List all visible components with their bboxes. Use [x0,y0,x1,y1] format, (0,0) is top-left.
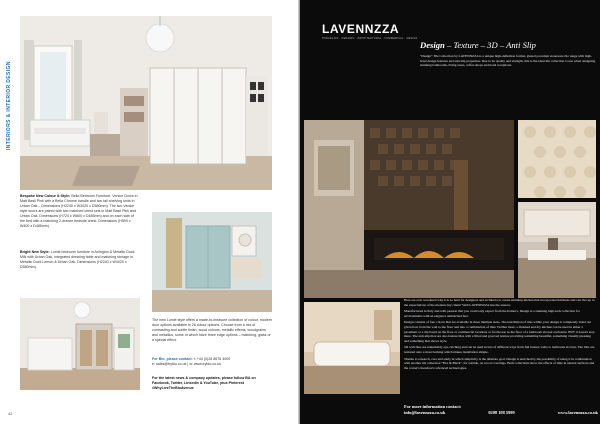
logo-wordmark: LAVENNZZA [322,22,400,36]
section-tab-label: INTERIORS & INTERIOR DESIGN [6,61,12,150]
caption-2-lead: Bright New Style: [20,250,50,254]
body-text [404,298,596,370]
headline-rest: – Texture – 3D – Anti Slip [444,40,536,50]
contact-web[interactable]: w: www.trybio.co.uk [189,362,221,366]
caption-1-lead: Bespoke New Colour & Style: [20,194,71,198]
tile-photo-main [304,120,514,298]
bedroom-photo-top [20,16,272,190]
body-paragraph-2: Manufactured in Italy and with passion that you could only expect from the Italian's, Design is a stunning high-tech collection for environments with an elegance unmatched feel. [404,309,580,318]
body-paragraph-3: Design consists of four colour that are available in three multiple sizes. The installation of tiles within your design is completely stand out given how from the wall to the floor and into a combination of tiles. Further more, a finished and dry kitchen can be used in either a pavement or a dip board on the floor or commercial locations or for the use as the floor of a bathroom shower enclosure. BUT it doesn't stop there. The anti-slip tiles are also feature tiles with a filled and grooved texture providing something beautiful, something visually pleasing and something that shows style. [404,320,595,343]
bedroom-photo-bottom [20,298,140,390]
right-contact-web[interactable]: www.lavennzza.co.uk [557,409,598,415]
caption-3-body: The new Lumiè style offers a made-to-measure collection of colour, modern door options available in 26 colour options. Choose from a mix of contrasting and subtle finish, wood colours, metallic effects, woodgrains and metallics, some of which have three edge options – matching, glass or a special effect. [152,318,272,342]
fireplace-scene [304,120,514,298]
contact-phone: t: +44 (0)28 8676 4000 [193,357,231,361]
section-side-tab [2,16,14,166]
texture-tile-scene [518,120,596,198]
bathroom-photo [304,302,400,394]
right-contact [404,404,598,415]
right-page [300,0,600,424]
bedroom-bottom-scene [20,298,140,390]
tile-photo-right-bottom [518,202,596,298]
social-text: For the latest news & company updates, please follow BA on Facebook, Twitter, LinkedIn & YouTube, plus Pinterest #WhyLiveTheBioAvenue [152,376,256,390]
contact-email[interactable]: e: sales@trybio.co.uk [152,362,187,366]
headline-italic: Design [420,40,445,50]
caption-2-body: Lumiè bedroom furniture in Arlington & Metallic Duck Milk with Urban Oak, integrated dressing table and matching storage in Metallic Duck Lemon & Urban Oak. Dimensions (H2240 x W4020 x D580mm). [20,250,135,269]
page-number: 42 [8,411,13,416]
social-block [152,376,274,391]
kitchen-tile-scene [518,202,596,298]
bedroom-scene [20,16,272,190]
right-contact-email[interactable]: info@lavennzza.co.uk [404,409,446,415]
right-contact-phone: 0208 108 5999 [488,409,515,415]
caption-block-1 [20,194,138,229]
caption-block-2 [20,250,138,270]
contact-label: For Bio, please contact: [152,357,194,361]
body-paragraph-1: Here are ever wondered why it is so hard for designers and architects to create stunning kitchen that incorporated kitchens and can live up to the expectations of the modern day client? Well LAVENNZZA has the answer. [404,298,595,307]
bathroom-scene [304,302,400,394]
logo-tagline: PORCELAIN · CERAMIC · ARCHITECTURAL · COMMERCIAL · DESIGN [322,37,418,40]
dressing-room-scene [152,212,272,312]
tile-photo-right-top [518,120,596,198]
lavennzza-logo [322,22,418,52]
dressing-room-photo [152,212,272,312]
headline [420,40,592,50]
intro-text: "Design" Tile Collection by LAVENNZZA is a unique high-definition format, glazed porcelain stoneware tile range with high-level design features and anti-slip properties. Due to its quality and strength, this is the ideal tile collection to use when designing stunning bathrooms, living areas, coffee shops and hotel receptions. [420,54,596,68]
body-paragraph-5: Thanks to research, care and study in which simplicity is the ultimate goal. Design is enriched by the possibility of using it in combination with another tile collection "Fire & Black", for outside, on wood coverings. Both collections show the effects of time in natural surfaces and the corner's therefore's advanced technologies. [404,356,595,370]
contact-block: For Bio, please contact: t: +44 (0)28 8676 4000 e: sales@trybio.co.uk | w: www.trybio.co.uk [152,357,231,366]
caption-block-3 [152,318,272,343]
right-contact-heading: For more information contact: [404,404,462,409]
body-paragraph-4: 3D wall tiles are remarkably eye-catching and can be used in lots of different ways from full feature walls to bathroom alcoves. The tiles are textured onto a most backing which makes installation simple. [404,345,595,354]
caption-1-body: Bella Bedroom Furniture, Venice Doors in Matt Basil Pink with a Bella Chrome handle and two tall shelving units in Urban Oak – Dimensions (H2240 x W3020 x D580mm). The two Venice style doors are paired with two matched chest sets in Matt Basil Pink and Urban Oak. Dimensions (H724 x W800 x D485mm) and on each side of the bed with a matching 2-drawer bedside chest. Dimensions (H599 x W400 x D485mm). [20,194,138,228]
